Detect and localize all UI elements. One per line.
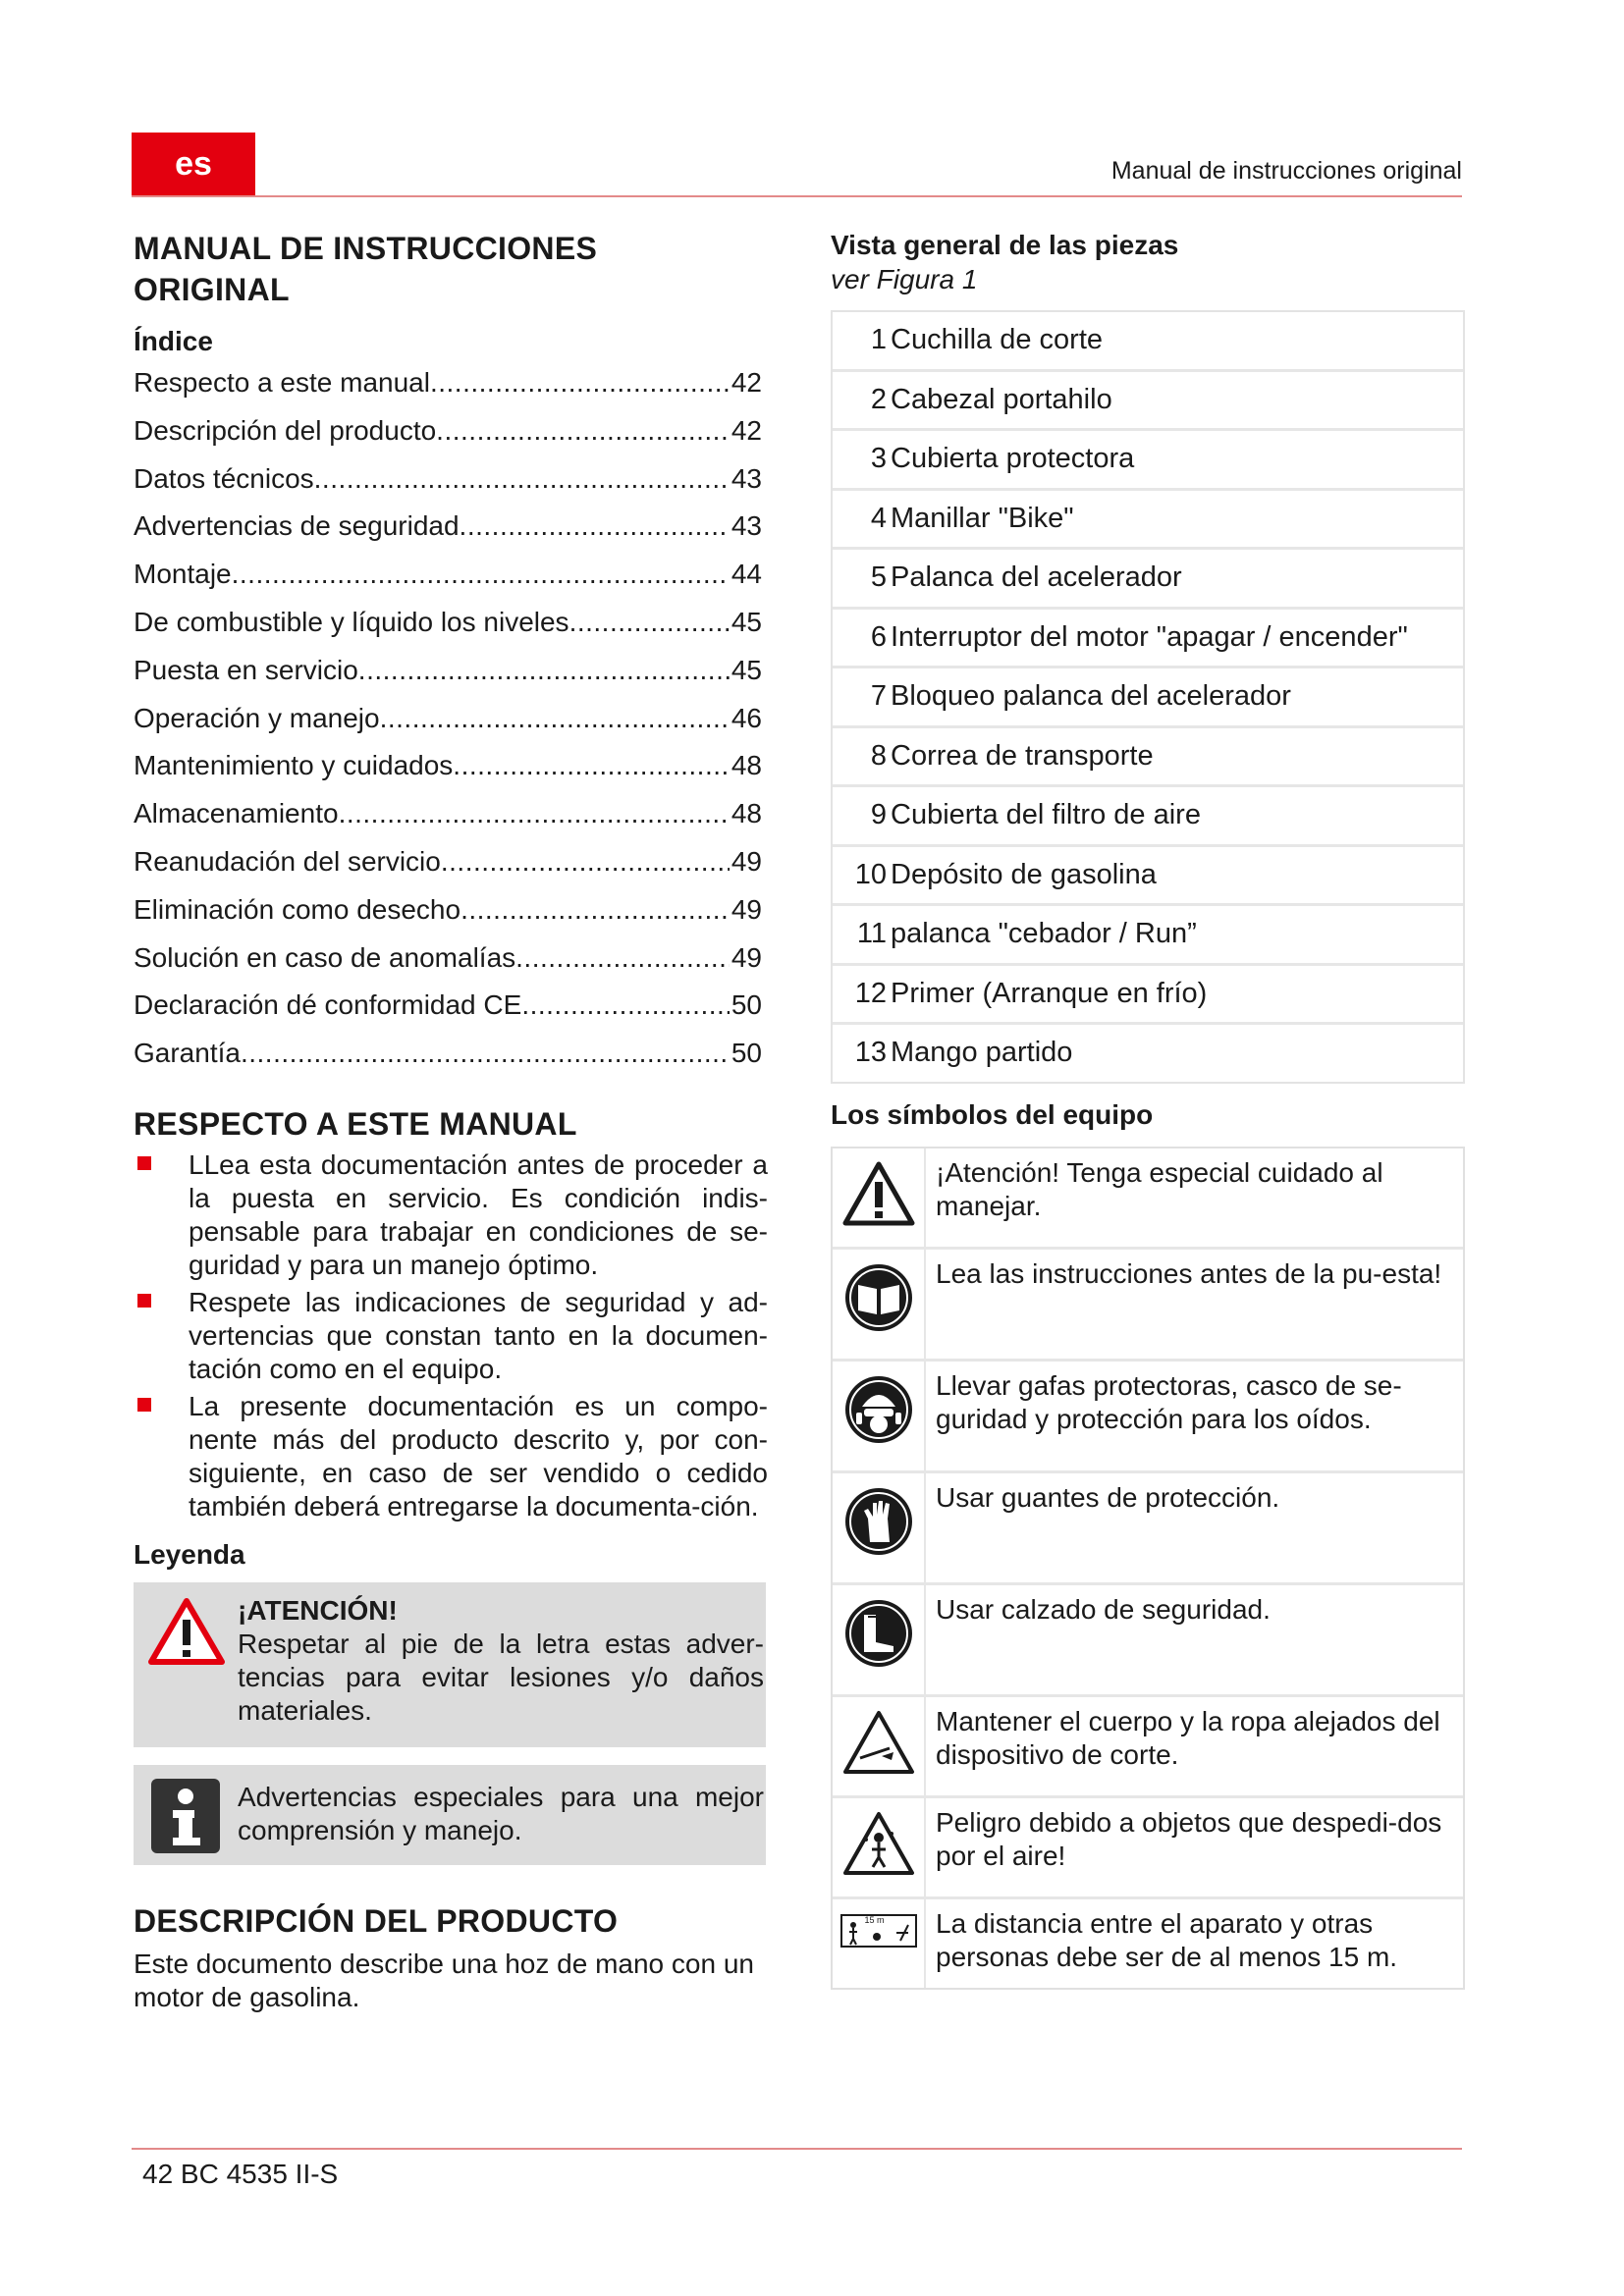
language-tab: es xyxy=(132,133,255,195)
footer-divider xyxy=(132,2148,1462,2150)
header-title: Manual de instrucciones original xyxy=(1110,157,1462,185)
toc-entry[interactable]: Respecto a este manual ..... 42 xyxy=(134,367,762,415)
overview-subtitle: ver Figura 1 xyxy=(831,264,978,294)
table-row xyxy=(833,1899,1463,1988)
description-section-title: DESCRIPCIÓN DEL PRODUCTO xyxy=(134,1902,619,1939)
table-row: 8 Correa de transporte xyxy=(833,728,1463,788)
toc-entry[interactable]: Montaje ..... 44 xyxy=(134,559,762,607)
toc-entry[interactable]: Eliminación como desecho ..... 49 xyxy=(134,894,762,942)
toc-entry[interactable]: Solución en caso de anomalías ..... 49 xyxy=(134,942,762,990)
symbol-description: La distancia entre el aparato y otras personas debe ser de al menos 15 m. xyxy=(936,1907,1398,1972)
warning-triangle-icon xyxy=(147,1596,226,1672)
table-row: 9 Cubierta del filtro de aire xyxy=(833,787,1463,847)
table-row xyxy=(833,1250,1463,1362)
symbols-table xyxy=(831,1147,1465,1990)
toc-title: Índice xyxy=(134,326,213,356)
header-divider xyxy=(132,195,1462,197)
table-row: 1 Cuchilla de corte xyxy=(833,312,1463,372)
toc-entry[interactable]: Declaración dé conformidad CE ..... 50 xyxy=(134,989,762,1038)
toc-entry[interactable]: Mantenimiento y cuidados ..... 48 xyxy=(134,750,762,798)
symbol-description: Llevar gafas protectoras, casco de se-guridad y protección para los oídos. xyxy=(936,1369,1402,1434)
head-protection-icon xyxy=(842,1373,915,1470)
table-row xyxy=(833,1697,1463,1798)
table-row xyxy=(833,1148,1463,1250)
toc-entry[interactable]: Datos técnicos ..... 43 xyxy=(134,463,762,511)
distance-15m-icon xyxy=(839,1911,918,1950)
left-column xyxy=(134,228,768,2014)
toc-entry[interactable]: De combustible y líquido los niveles ..... 45 xyxy=(134,607,762,655)
table-row: 11 palanca "cebador / Run” xyxy=(833,906,1463,966)
toc-entry[interactable]: Operación y manejo ..... 46 xyxy=(134,703,762,751)
table-row: 4 Manillar "Bike" xyxy=(833,491,1463,551)
toc-entry[interactable]: Puesta en servicio ..... 45 xyxy=(134,655,762,703)
table-row xyxy=(833,1362,1463,1473)
warning-text: Respetar al pie de la letra estas adver-tencias para evitar lesiones y/o daños materiales. xyxy=(238,1628,764,1726)
safety-boots-icon xyxy=(842,1597,915,1694)
gloves-icon xyxy=(842,1485,915,1582)
flying-objects-icon xyxy=(842,1810,915,1896)
table-row: 3 Cubierta protectora xyxy=(833,431,1463,491)
blade-hazard-icon xyxy=(842,1709,915,1795)
legend-title: Leyenda xyxy=(134,1538,245,1570)
symbol-description: Peligro debido a objetos que despedi-dos por el aire! xyxy=(936,1806,1442,1871)
table-row xyxy=(833,1585,1463,1697)
toc-entry[interactable]: Garantía ..... 50 xyxy=(134,1038,762,1086)
list-item: Respete las indicaciones de seguridad y ad-vertencias que constan tanto en la documen-tación como en el equipo. xyxy=(134,1286,768,1386)
toc-entry[interactable]: Almacenamiento ..... 48 xyxy=(134,798,762,846)
table-row: 10 Depósito de gasolina xyxy=(833,847,1463,907)
table-of-contents xyxy=(134,367,768,1086)
info-notice xyxy=(134,1765,766,1865)
about-section-title: RESPECTO A ESTE MANUAL xyxy=(134,1105,577,1142)
warning-triangle-icon xyxy=(842,1160,915,1247)
overview-title: Vista general de las piezas xyxy=(831,230,1179,260)
symbols-title: Los símbolos del equipo xyxy=(831,1098,1154,1130)
bullet-square-icon xyxy=(137,1156,151,1170)
symbol-description: ¡Atención! Tenga especial cuidado al manejar. xyxy=(936,1156,1383,1221)
table-row: 6 Interruptor del motor "apagar / encender" xyxy=(833,610,1463,669)
table-row: 2 Cabezal portahilo xyxy=(833,372,1463,432)
description-text: Este documento describe una hoz de mano con un motor de gasolina. xyxy=(134,1948,754,2012)
table-row xyxy=(833,1798,1463,1899)
read-manual-icon xyxy=(842,1261,915,1359)
symbol-description: Usar guantes de protección. xyxy=(936,1481,1280,1513)
warning-notice xyxy=(134,1582,766,1747)
table-row xyxy=(833,1473,1463,1585)
info-icon xyxy=(151,1779,220,1858)
info-text: Advertencias especiales para una mejor comprensión y manejo. xyxy=(238,1781,764,1845)
parts-table xyxy=(831,310,1465,1084)
toc-entry[interactable]: Descripción del producto ..... 42 xyxy=(134,415,762,463)
main-title-line2: ORIGINAL xyxy=(134,272,290,307)
table-row: 7 Bloqueo palanca del acelerador xyxy=(833,668,1463,728)
about-bullet-list xyxy=(134,1148,768,1523)
main-title-line1: MANUAL DE INSTRUCCIONES xyxy=(134,231,598,266)
right-column xyxy=(831,228,1465,1990)
table-row: 5 Palanca del acelerador xyxy=(833,550,1463,610)
footer-page-label: 42 BC 4535 II-S xyxy=(142,2159,339,2189)
list-item: LLea esta documentación antes de proceder a la puesta en servicio. Es condición indis-pensable para trabajar en condiciones de se-guridad y para un manejo óptimo. xyxy=(134,1148,768,1282)
list-item: La presente documentación es un compo-nente más del producto descrito y, por con-siguiente, en caso de ser vendido o cedido también deberá entregarse la documenta-ción. xyxy=(134,1390,768,1523)
warning-title: ¡ATENCIÓN! xyxy=(238,1594,398,1626)
symbol-description: Lea las instrucciones antes de la pu-esta! xyxy=(936,1257,1442,1289)
distance-icon-label: 15 m xyxy=(864,1914,885,1925)
table-row: 12 Primer (Arranque en frío) xyxy=(833,966,1463,1026)
toc-entry[interactable]: Advertencias de seguridad ..... 43 xyxy=(134,510,762,559)
bullet-square-icon xyxy=(137,1398,151,1412)
toc-entry[interactable]: Reanudación del servicio ..... 49 xyxy=(134,846,762,894)
table-row: 13 Mango partido xyxy=(854,1037,1073,1069)
symbol-description: Mantener el cuerpo y la ropa alejados del dispositivo de corte. xyxy=(936,1705,1440,1770)
symbol-description: Usar calzado de seguridad. xyxy=(936,1593,1271,1625)
bullet-square-icon xyxy=(137,1294,151,1308)
